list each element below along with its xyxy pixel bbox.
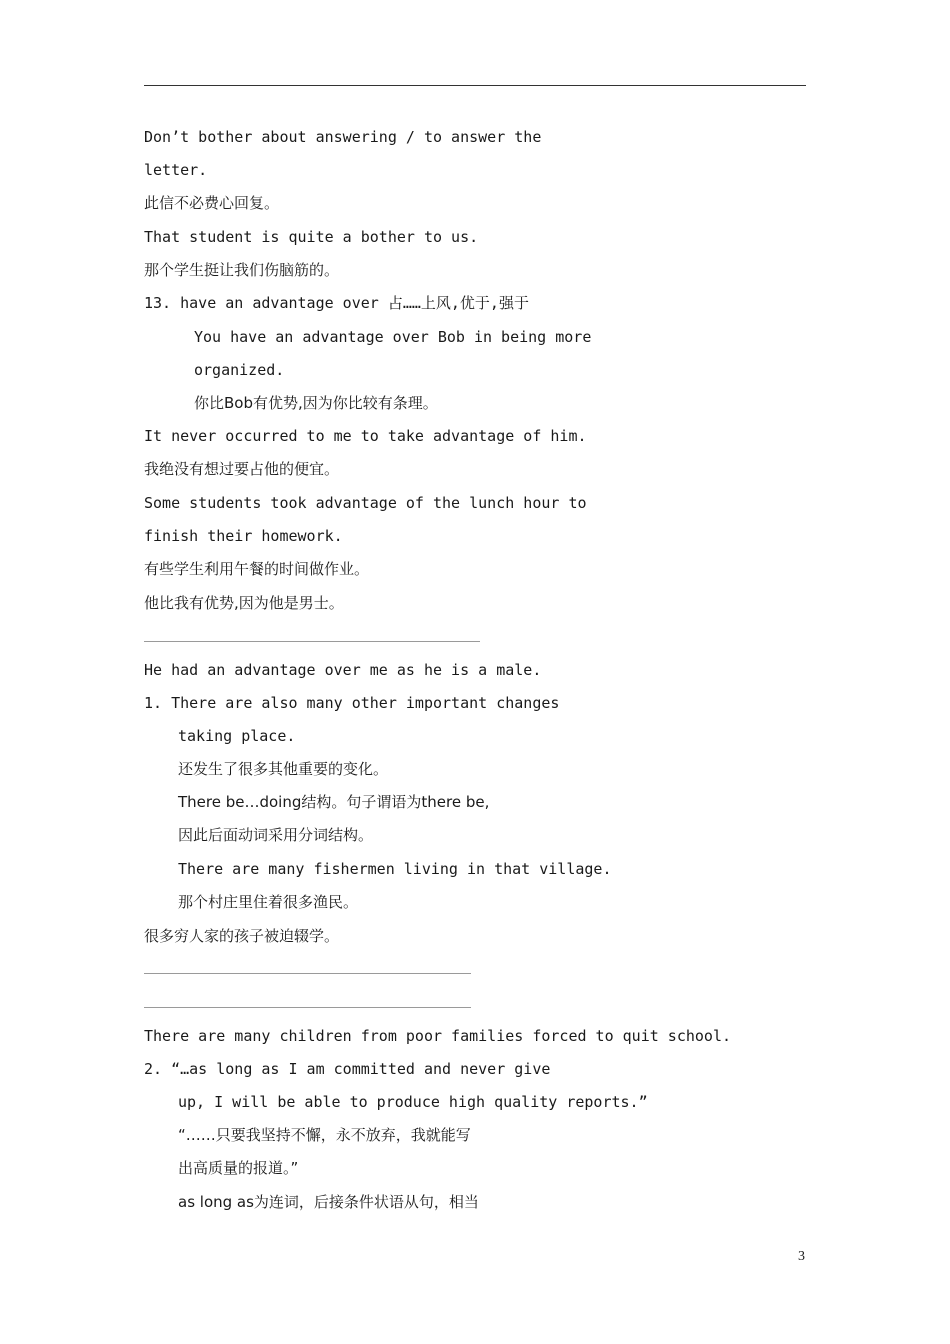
text-line: It never occurred to me to take advantage of him. (144, 427, 587, 445)
page-number: 3 (798, 1249, 805, 1264)
explanation-line: There be…doing结构。句子谓语为there be, (178, 793, 490, 811)
answer-blank (144, 973, 471, 974)
translation-line: 你比Bob有优势,因为你比较有条理。 (194, 394, 438, 412)
answer-blank (144, 641, 480, 642)
answer-blank (144, 1007, 471, 1008)
translation-line: “……只要我坚持不懈，永不放弃，我就能写 (178, 1126, 471, 1144)
explanation-line: as long as为连词，后接条件状语从句，相当 (178, 1193, 479, 1211)
example-line: organized. (194, 361, 285, 379)
text-line: Don’t bother about answering / to answer the (144, 128, 542, 146)
translation-line: 那个学生挺让我们伤脑筋的。 (144, 261, 340, 279)
exercise-prompt: 很多穷人家的孩子被迫辍学。 (144, 927, 340, 945)
text-line: That student is quite a bother to us. (144, 228, 479, 246)
example-line: You have an advantage over Bob in being more (194, 328, 592, 346)
answer-line: There are many children from poor families forced to quit school. (144, 1027, 731, 1045)
translation-line: 出高质量的报道。” (178, 1159, 299, 1177)
text-line: up, I will be able to produce high quality reports.” (178, 1093, 648, 1111)
example-line: There are many fishermen living in that village. (178, 860, 612, 878)
translation-line: 还发生了很多其他重要的变化。 (178, 760, 389, 778)
translation-line: 有些学生利用午餐的时间做作业。 (144, 560, 370, 578)
text-line: Some students took advantage of the lunch hour to (144, 494, 587, 512)
translation-line: 此信不必费心回复。 (144, 194, 280, 212)
text-line: taking place. (178, 727, 296, 745)
sentence-heading: 1. There are also many other important changes (144, 694, 560, 712)
answer-line: He had an advantage over me as he is a male. (144, 661, 542, 679)
exercise-prompt: 他比我有优势,因为他是男士。 (144, 594, 344, 612)
header-rule (144, 85, 806, 86)
text-line: letter. (144, 161, 208, 179)
translation-line: 我绝没有想过要占他的便宜。 (144, 460, 340, 478)
sentence-heading: 2. “…as long as I am committed and never give (144, 1060, 551, 1078)
phrase-heading: 13. have an advantage over 占……上风,优于,强于 (144, 294, 529, 312)
explanation-line: 因此后面动词采用分词结构。 (178, 826, 374, 844)
text-line: finish their homework. (144, 527, 343, 545)
translation-line: 那个村庄里住着很多渔民。 (178, 893, 359, 911)
